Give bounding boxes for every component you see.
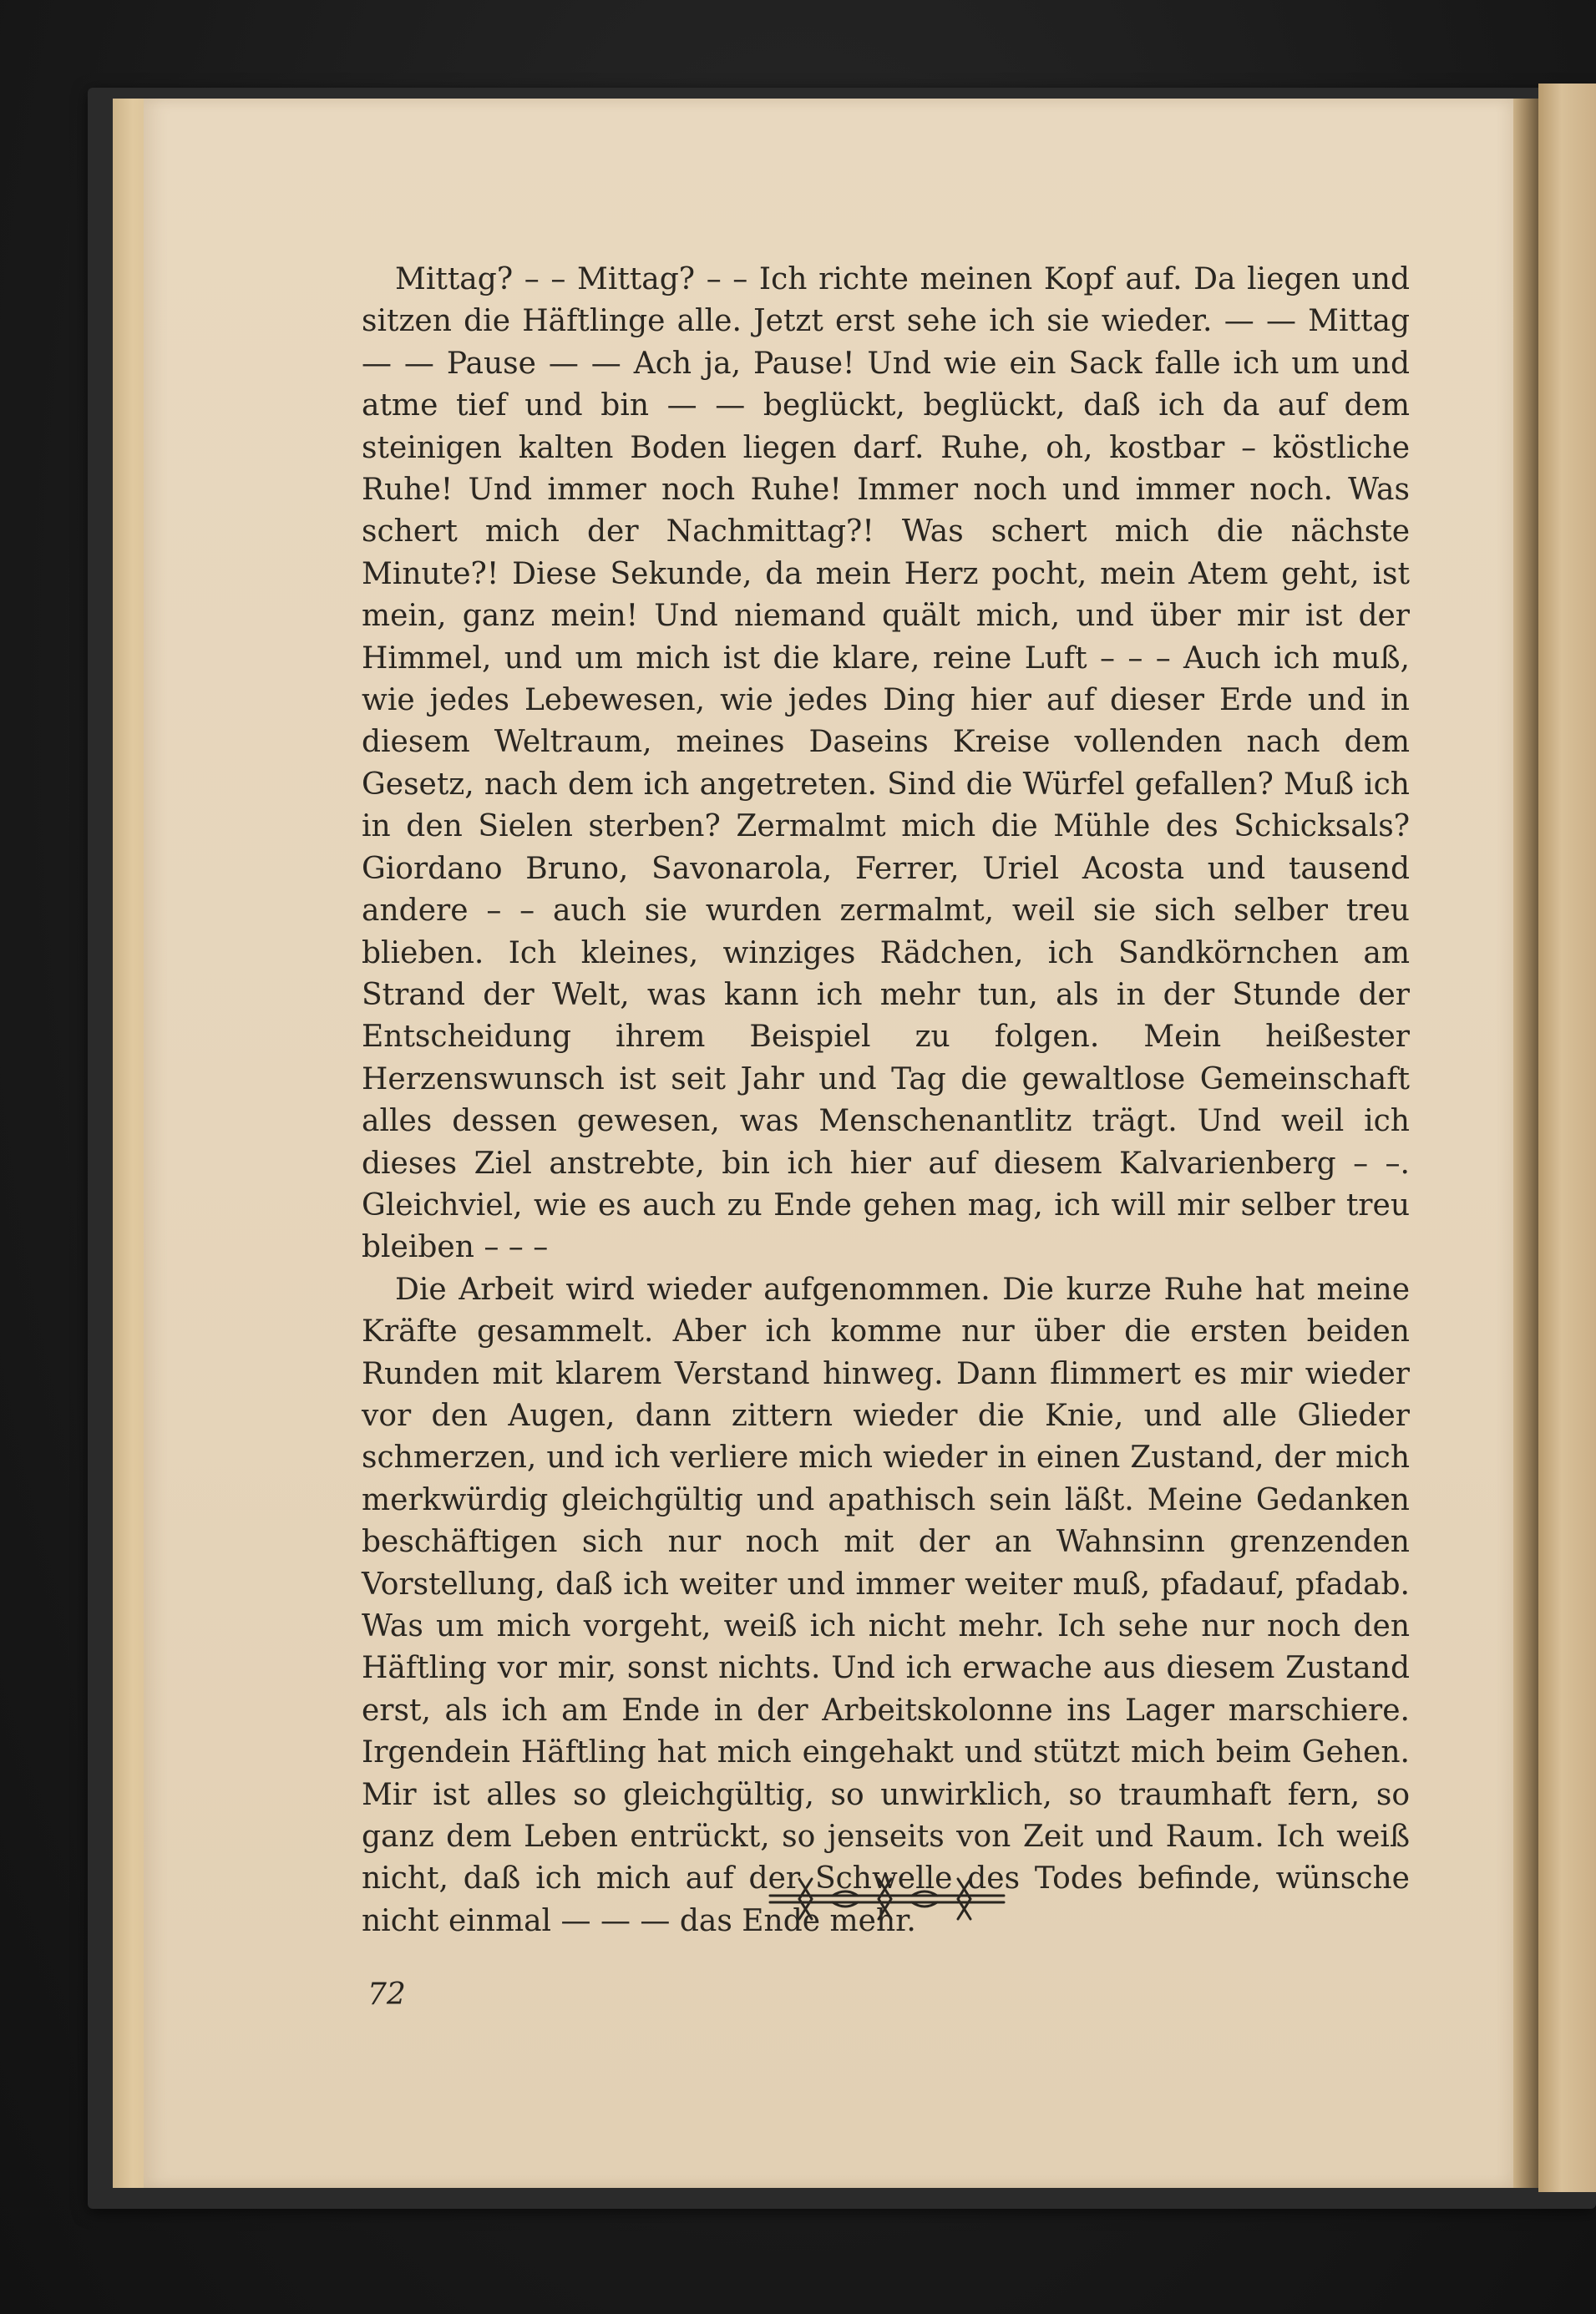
paragraph-1: Mittag? – – Mittag? – – Ich richte meinen Kopf auf. Da liegen und sitzen die Häftlinge alle. Jetzt erst sehe ich sie wieder. — — Mittag — — Pause — — Ach ja, Pause! Und wie ein Sack falle ich um und atme tief und bin — — beglückt, beglückt, daß ich da auf dem steinigen kalten Boden liegen darf. Ruhe, oh, kostbar – köstliche Ruhe! Und immer noch Ruhe! Immer noch und immer noch. Was schert mich der Nachmittag?! Was schert mich die nächste Minute?! Diese Sekunde, da mein Herz pocht, mein Atem geht, ist mein, ganz mein! Und niemand quält mich, und über mir ist der Himmel, und um mich ist die klare, reine Luft – – – Auch ich muß, wie jedes Lebewesen, wie jedes Ding hier auf dieser Erde und in diesem Weltraum, meines Daseins Kreise vollenden nach dem Gesetz, nach dem ich angetreten. Sind die Würfel gefallen? Muß ich in den Sielen sterben? Zermalmt mich die Mühle des Schicksals? Giordano Bruno, Savonarola, Ferrer, Uriel Acosta und tausend andere – – auch sie wurden zermalmt, weil sie sich selber treu blieben. Ich kleines, winziges Rädchen, ich Sandkörnchen am Strand der Welt, was kann ich mehr tun, als in der Stunde der Entscheidung ihrem Beispiel zu folgen. Mein heißester Herzenswunsch ist seit Jahr und Tag die gewaltlose Gemeinschaft alles dessen gewesen, was Menschenantlitz trägt. Und weil ich dieses Ziel anstrebte, bin ich hier auf diesem Kalvarienberg – –. Gleichviel, wie es auch zu Ende gehen mag, ich will mir selber treu bleiben – – – xyxy=(362,262,1410,1265)
paragraph-2: Die Arbeit wird wieder aufgenommen. Die kurze Ruhe hat meine Kräfte gesammelt. Aber ich komme nur über die ersten beiden Runden mit klarem Verstand hinweg. Dann flimmert es mir wieder vor den Augen, dann zittern wieder die Knie, und alle Glieder schmerzen, und ich verliere mich wieder in einen Zustand, der mich merkwürdig gleichgültig und apathisch sein läßt. Meine Gedanken beschäftigen sich nur noch mit der an Wahnsinn grenzenden Vorstellung, daß ich weiter und immer weiter muß, pfadauf, pfadab. Was um mich vorgeht, weiß ich nicht mehr. Ich sehe nur noch den Häftling vor mir, sonst nichts. Und ich erwache aus diesem Zustand erst, als ich am Ende in der Arbeitskolonne ins Lager marschiere. Irgendein Häftling hat mich eingehakt und stützt mich beim Gehen. Mir ist alles so gleichgültig, so unwirklich, so traumhaft fern, so ganz dem Leben entrückt, so jenseits von Zeit und Raum. Ich weiß nicht, daß ich mich auf der Schwelle des Todes befinde, wünsche nicht einmal — — — das Ende mehr. xyxy=(362,1272,1410,1938)
page-number: 72 xyxy=(367,1977,406,2012)
body-text xyxy=(362,259,1410,1942)
next-page-edge xyxy=(1538,84,1596,2192)
barbed-wire-ornament-icon xyxy=(762,1871,1012,1929)
book-gutter xyxy=(1513,99,1538,2188)
